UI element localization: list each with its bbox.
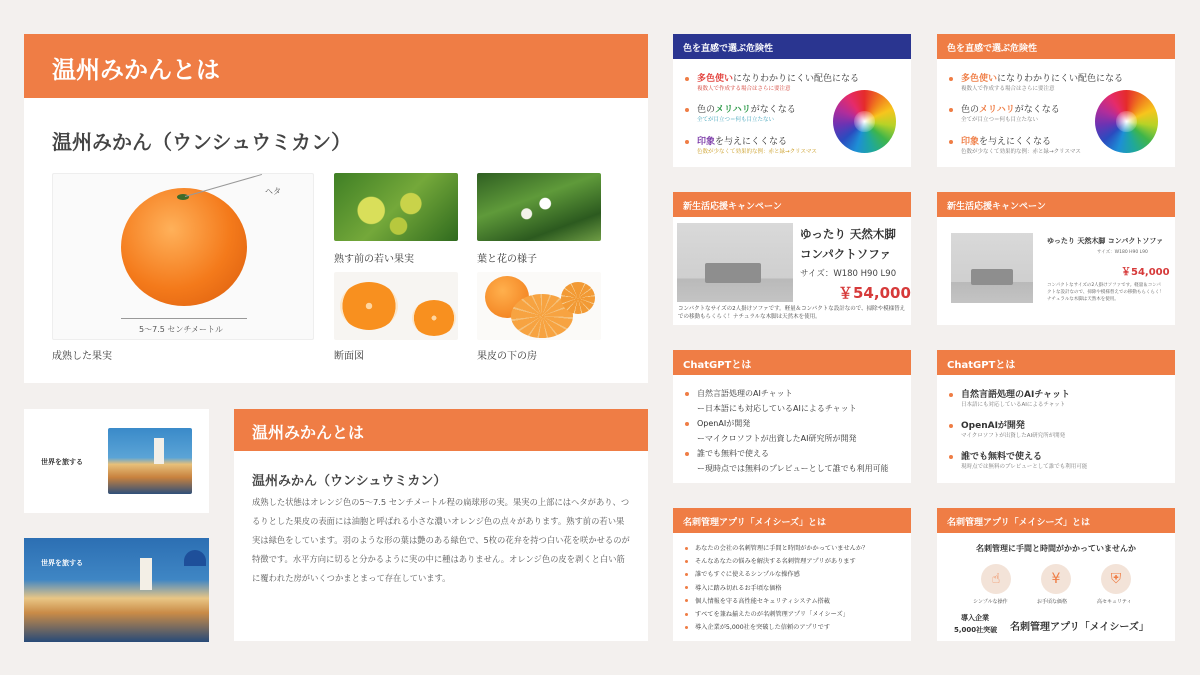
meishi-item-text: 導入に踏み切れるお手頃な価格 (695, 584, 782, 592)
gpt-item-3b-main: 誰でも無料で使える (961, 452, 1043, 462)
heta-label: ヘタ (265, 187, 281, 196)
color-card-navy-header (673, 34, 911, 59)
color-item-2-sub: 全てが目立つ＝何も目立たない (697, 117, 775, 123)
color-item-2-hl: メリハリ (715, 105, 751, 115)
meishi-list-item (685, 555, 868, 568)
gpt-card-2-header-text: ChatGPTとは (947, 360, 1016, 371)
size-label: 5〜7.5 センチメートル (139, 325, 224, 334)
travel-label-photo: 世界を旅する (41, 559, 83, 567)
meishi-app-name: 名刺管理アプリ「メイシーズ」 (1010, 622, 1149, 633)
bullet-dot (685, 422, 689, 426)
bullet-dot (685, 573, 688, 576)
meishi-item-text: あなたの会社の名刺管理に手間と時間がかかっていませんか？ (695, 545, 869, 552)
windmill-shape-large (140, 558, 152, 590)
meishi-list-item (685, 568, 868, 581)
gpt-item-1 (685, 386, 857, 416)
meishi-item-text: 誰でもすぐに使えるシンプルな操作感 (695, 571, 800, 579)
mikan-text-card (234, 409, 648, 641)
color-card-navy-header-text: 色を直感で選ぶ危険性 (683, 44, 774, 54)
color-item-2 (685, 102, 796, 123)
caption-leaves: 葉と花の様子 (477, 254, 537, 265)
mikan-text-title: 温州みかん（ウンシュウミカン） (252, 474, 447, 489)
peeled-small (561, 282, 595, 314)
caption-peeled: 果皮の下の房 (477, 351, 537, 362)
bullet-dot (685, 599, 688, 602)
meishi-list-item (685, 608, 868, 621)
bullet-dot (685, 108, 689, 112)
dome-shape (184, 550, 206, 566)
color-item-3b (949, 134, 1081, 155)
bullet-dot (949, 455, 953, 459)
color-item-3-sub: 色数が少なくて効果的な例：赤と緑→クリスマス (697, 149, 817, 155)
sofa-photo (951, 233, 1033, 303)
color-item-1-post: になりわかりにくい配色になる (733, 74, 860, 84)
sofa-photo (677, 223, 793, 302)
bullet-dot (949, 108, 953, 112)
caption-section: 断面図 (334, 351, 364, 362)
color-item-1b (949, 71, 1123, 92)
gpt-card-2 (937, 350, 1175, 483)
shield-icon: ⛨ (1101, 564, 1131, 594)
bullet-dot (685, 560, 688, 563)
sofa-desc-small: コンパクトなサイズの2人掛けソファです。軽量＆コンパクトな設計なので、掃除や模様替えでの移動もらくらく！ナチュラルな木脚は天然木を使用。 (1047, 283, 1164, 302)
gpt-item-2b (949, 418, 1065, 439)
gpt-item-3 (685, 446, 889, 476)
meishi-list-item (685, 542, 868, 555)
meishi-item-text: そんなあなたの悩みを解決する名刺管理アプリがあります (695, 558, 856, 566)
section-slice-a (340, 282, 398, 330)
gpt-item-2 (685, 416, 857, 446)
gpt-item-1b (949, 387, 1070, 408)
meishi-card-1 (673, 508, 911, 641)
windmill-shape (154, 438, 164, 464)
gpt-item-1b-sub: 日本語にも対応しているAIによるチャット (961, 402, 1066, 408)
sofa-card-1-header (673, 192, 911, 217)
gpt-item-2-sub: ーマイクロソフトが出資したAI研究所が開発 (697, 434, 857, 443)
section-slice-b (412, 300, 456, 336)
companies-line1: 導入企業 (961, 614, 989, 622)
mikan-main-header-text: 温州みかんとは (52, 56, 220, 84)
meishi-card-1-header-text: 名刺管理アプリ「メイシーズ」とは (683, 518, 827, 528)
color-wheel-icon (833, 90, 896, 153)
meishi-item-text: 導入企業が5,000社を突破した信頼のアプリです (695, 624, 831, 632)
bullet-dot (949, 140, 953, 144)
color-item-1b-hl: 多色使い (961, 74, 998, 84)
pointer-icon: ☝ (981, 564, 1011, 594)
color-card-orange-header (937, 34, 1175, 59)
meishi-question: 名刺管理に手間と時間がかかっていませんか (976, 544, 1136, 553)
bullet-dot (685, 547, 688, 550)
meishi-card-1-header (673, 508, 911, 533)
meishi-item-text: 個人情報を守る高性能セキュリティシステム搭載 (695, 597, 830, 605)
meishi-list-item (685, 621, 868, 634)
bullet-dot (949, 393, 953, 397)
mikan-text-header (234, 409, 648, 451)
color-item-2-post: がなくなる (750, 105, 796, 115)
color-item-1b-post: になりわかりにくい配色になる (997, 74, 1124, 84)
bullet-dot (685, 140, 689, 144)
bullet-dot (685, 392, 689, 396)
bullet-dot (685, 77, 689, 81)
gpt-item-3-sub: ー現時点では無料のプレビューとして誰でも利用可能 (697, 464, 889, 473)
color-item-3b-hl: 印象 (961, 137, 980, 147)
color-item-1 (685, 71, 859, 92)
travel-label-light: 世界を旅する (41, 458, 83, 466)
leaves-flowers-photo (477, 173, 601, 241)
gpt-item-2-main: OpenAIが開発 (697, 419, 751, 428)
heta-pointer-line (185, 174, 262, 197)
sofa-name-line2: コンパクトソファ (800, 247, 891, 261)
meishi-card-2-header (937, 508, 1175, 533)
ripe-fruit-photo (52, 173, 314, 340)
color-item-2-pre: 色の (697, 105, 716, 115)
companies-line2: 5,000社突破 (954, 626, 998, 634)
bullet-dot (949, 77, 953, 81)
color-item-3-hl: 印象 (697, 137, 716, 147)
meishi-card-2 (937, 508, 1175, 641)
sofa-name-full: ゆったり 天然木脚 コンパクトソファ (1047, 237, 1164, 245)
meishi-list-item (685, 595, 868, 608)
color-item-2b-pre: 色の (961, 105, 980, 115)
caption-ripe: 成熟した果実 (52, 351, 112, 362)
color-item-2b-post: がなくなる (1014, 105, 1060, 115)
feature-price: お手頃な価格 (1037, 599, 1068, 605)
gpt-item-2b-main: OpenAIが開発 (961, 421, 1025, 431)
feature-simple: シンプルな操作 (973, 599, 1008, 605)
gpt-item-3-main: 誰でも無料で使える (697, 449, 769, 458)
sofa-price-small: ￥54,000 (1121, 267, 1170, 278)
color-item-3b-sub: 色数が少なくて効果的な例：赤と緑→クリスマス (961, 149, 1081, 155)
feature-security: 高セキュリティ (1097, 599, 1132, 605)
mikan-main-title: 温州みかん（ウンシュウミカン） (52, 130, 352, 154)
sofa-size: サイズ：W180 H90 L90 (800, 269, 897, 279)
santorini-photo-small (108, 428, 192, 494)
gpt-card-1-header-text: ChatGPTとは (683, 360, 752, 371)
color-card-orange-header-text: 色を直感で選ぶ危険性 (947, 44, 1038, 54)
sofa-card-1 (673, 192, 911, 325)
bullet-dot (685, 452, 689, 456)
sofa-card-1-header-text: 新生活応援キャンペーン (683, 202, 782, 212)
gpt-item-3b (949, 449, 1087, 470)
caption-young: 熟す前の若い果実 (334, 254, 414, 265)
meishi-item-text: すべてを兼ね揃えたのが名刺管理アプリ「メイシーズ」 (695, 611, 849, 619)
color-card-navy (673, 34, 911, 167)
meishi-list (685, 542, 868, 634)
gpt-card-1-header (673, 350, 911, 375)
bullet-dot (685, 613, 688, 616)
gpt-item-2b-sub: マイクロソフトが出資したAI研究所が開発 (961, 433, 1066, 439)
color-item-3-post: を与えにくくなる (715, 137, 788, 147)
color-item-3 (685, 134, 817, 155)
cross-section-photo (334, 272, 458, 340)
color-wheel-icon (1095, 90, 1158, 153)
bullet-dot (685, 586, 688, 589)
gpt-card-1 (673, 350, 911, 483)
color-item-1b-sub: 複数人で作成する場合はさらに要注意 (961, 86, 1055, 92)
color-item-1-sub: 複数人で作成する場合はさらに要注意 (697, 86, 791, 92)
yen-icon: ¥ (1041, 564, 1071, 594)
color-item-2b-hl: メリハリ (979, 105, 1015, 115)
sofa-card-2-header-text: 新生活応援キャンペーン (947, 202, 1046, 212)
meishi-card-2-header-text: 名刺管理アプリ「メイシーズ」とは (947, 518, 1091, 528)
sofa-size-small: サイズ：W180 H90 L90 (1097, 250, 1148, 255)
gpt-item-1-main: 自然言語処理のAIチャット (697, 389, 793, 398)
gpt-item-3b-sub: 現時点では無料のプレビューとして誰でも利用可能 (961, 464, 1088, 470)
color-card-orange (937, 34, 1175, 167)
mikan-main-header (24, 34, 648, 98)
sofa-card-2-header (937, 192, 1175, 217)
gpt-item-1b-main: 自然言語処理のAIチャット (961, 390, 1071, 400)
sofa-card-2 (937, 192, 1175, 325)
travel-card-photo (24, 538, 209, 642)
peeled-photo (477, 272, 601, 340)
travel-card-light (24, 409, 209, 513)
color-item-2b (949, 102, 1060, 123)
mikan-text-body: 成熟した状態はオレンジ色の5〜7.5 センチメートル程の扁球形の実。果実の上部にはヘタがあり、つるりとした果皮の表面には油胞と呼ばれる小さな濃いオレンジ色の点々があります。熟す前の若い果実は緑色をしています。羽のような形の葉は艶のある緑色で、5枚の花弁を持つ白い花を咲かせるのが特徴です。水平方向に切ると分かるように実の中に種はありません。オレンジ色の皮を剥くと白い筋に覆われた房がいくつかまとまって存在しています。 (252, 497, 630, 583)
sofa-desc: コンパクトなサイズの2人掛けソファです。軽量＆コンパクトな設計なので、掃除や模様替えでの移動もらくらく！ナチュラルな木脚は天然木を使用。 (678, 306, 906, 320)
gpt-item-1-sub: ー日本語にも対応しているAIによるチャット (697, 404, 857, 413)
color-item-2b-sub: 全てが目立つ＝何も目立たない (961, 117, 1039, 123)
mikan-text-header-text: 温州みかんとは (252, 423, 365, 442)
bullet-dot (685, 626, 688, 629)
sofa-shape (705, 263, 761, 283)
orange-fruit-shape (121, 188, 247, 306)
color-item-3b-post: を与えにくくなる (979, 137, 1052, 147)
young-fruit-photo (334, 173, 458, 241)
color-item-1-hl: 多色使い (697, 74, 734, 84)
bullet-dot (949, 424, 953, 428)
mikan-main-card (24, 34, 648, 383)
meishi-list-item (685, 582, 868, 595)
sofa-name-line1: ゆったり 天然木脚 (800, 227, 896, 241)
sofa-shape (971, 269, 1013, 285)
size-line (121, 318, 247, 319)
sofa-price: ￥54,000 (838, 284, 911, 302)
gpt-card-2-header (937, 350, 1175, 375)
